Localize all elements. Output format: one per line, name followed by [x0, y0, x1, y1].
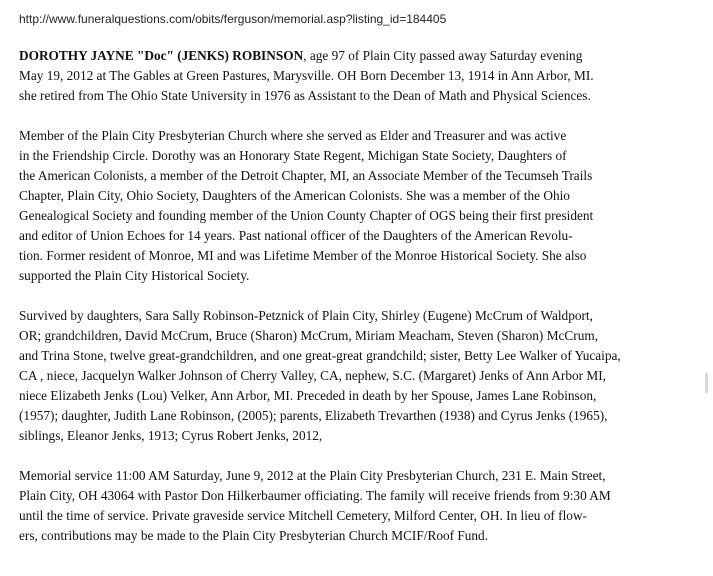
- source-url: http://www.funeralquestions.com/obits/ferguson/memorial.asp?listing_id=184405: [19, 12, 447, 26]
- text-line: Memorial service 11:00 AM Saturday, June 9, 2012 at the Plain City Presbyterian Church, 231 E. Main Street,: [19, 468, 606, 483]
- text-line: Member of the Plain City Presbyterian Church where she served as Elder and Treasurer and was active: [19, 128, 567, 143]
- text-line: Chapter, Plain City, Ohio Society, Daughters of the American Colonists. She was a member of the Ohio: [19, 188, 570, 203]
- text-line: tion. Former resident of Monroe, MI and was Lifetime Member of the Monroe Historical Society. She also: [19, 248, 587, 263]
- text-line: niece Elizabeth Jenks (Lou) Velker, Ann Arbor, MI. Preceded in death by her Spouse, James Lane Robinson,: [19, 388, 597, 403]
- text-line: (1957); daughter, Judith Lane Robinson, (2005); parents, Elizabeth Trevarthen (1938) and Cyrus Jenks (1965),: [19, 408, 608, 423]
- text-line: supported the Plain City Historical Society.: [19, 268, 250, 283]
- obituary-paragraph-membership: [19, 126, 709, 286]
- obituary-paragraph-service: [19, 466, 709, 546]
- text-line: Survived by daughters, Sara Sally Robinson-Petznick of Plain City, Shirley (Eugene) McCrum of Waldport,: [19, 308, 593, 323]
- obituary-text: [19, 46, 709, 566]
- text-line: Genealogical Society and founding member of the Union County Chapter of OGS being their first president: [19, 208, 594, 223]
- text-line: Plain City, OH 43064 with Pastor Don Hilkerbaumer officiating. The family will receive friends from 9:30 AM: [19, 488, 611, 503]
- text-line-fragment: , age 97 of Plain City passed away Saturday evening: [303, 48, 583, 63]
- text-line: ers, contributions may be made to the Plain City Presbyterian Church MCIF/Roof Fund.: [19, 528, 489, 543]
- text-line: OR; grandchildren, David McCrum, Bruce (Sharon) McCrum, Miriam Meacham, Steven (Sharon) McCrum,: [19, 328, 599, 343]
- text-line: she retired from The Ohio State University in 1976 as Assistant to the Dean of Math and Physical Sciences.: [19, 88, 591, 103]
- text-line: until the time of service. Private graveside service Mitchell Cemetery, Milford Center, OH. In lieu of flow-: [19, 508, 587, 523]
- obituary-paragraph-intro: [19, 46, 709, 106]
- obituary-paragraph-survivors: [19, 306, 709, 446]
- text-line: CA , niece, Jacquelyn Walker Johnson of Cherry Valley, CA, nephew, S.C. (Margaret) Jenks of Ann Arbor MI,: [19, 368, 606, 383]
- text-line: [19, 46, 709, 66]
- deceased-name: DOROTHY JAYNE "Doc" (JENKS) ROBINSON: [19, 48, 304, 63]
- text-line: and editor of Union Echoes for 14 years. Past national officer of the Daughters of the American Revolu-: [19, 228, 573, 243]
- scroll-indicator: [705, 373, 708, 393]
- text-line: and Trina Stone, twelve great-grandchildren, and one great-great grandchild; sister, Betty Lee Walker of Yucaipa,: [19, 348, 621, 363]
- text-line: May 19, 2012 at The Gables at Green Pastures, Marysville. OH Born December 13, 1914 in Ann Arbor, MI.: [19, 68, 594, 83]
- text-line: siblings, Eleanor Jenks, 1913; Cyrus Robert Jenks, 2012,: [19, 428, 323, 443]
- text-line: in the Friendship Circle. Dorothy was an Honorary State Regent, Michigan State Society, Daughters of: [19, 148, 567, 163]
- text-line: the American Colonists, a member of the Detroit Chapter, MI, an Associate Member of the Tecumseh Trails: [19, 168, 593, 183]
